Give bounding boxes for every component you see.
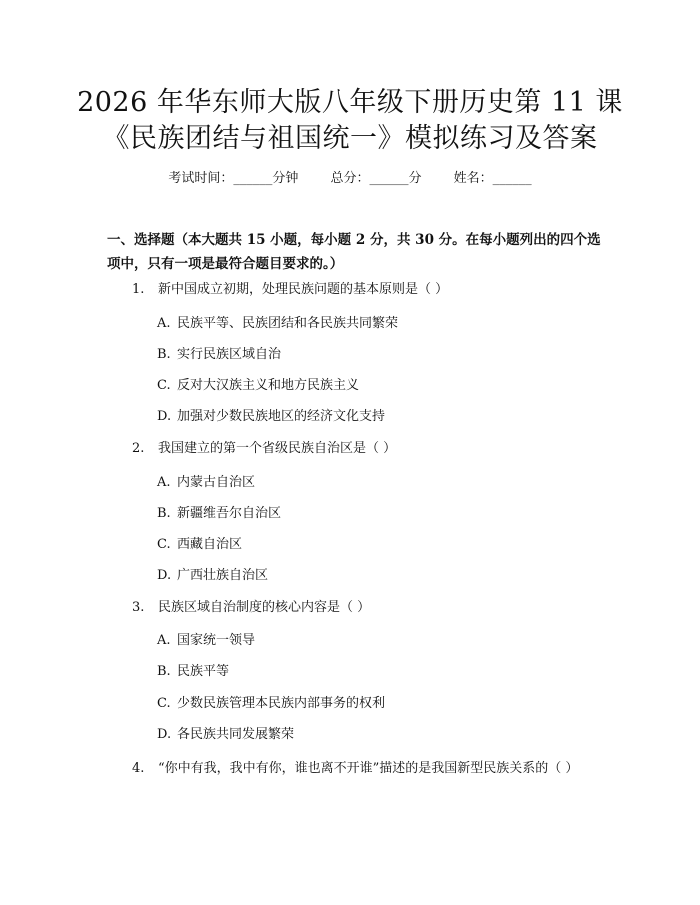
option-text: 少数民族管理本民族内部事务的权利 bbox=[177, 696, 386, 711]
question-2-option-c bbox=[157, 535, 242, 555]
option-text: 国家统一领导 bbox=[177, 633, 256, 648]
option-text: 西藏自治区 bbox=[177, 537, 243, 552]
question-2-option-a bbox=[157, 473, 255, 493]
exam-title-line2: 《民族团结与祖国统一》模拟练习及答案 bbox=[102, 123, 598, 154]
option-letter: A. bbox=[157, 316, 171, 331]
exam-name-field: 姓名：______ bbox=[453, 171, 532, 186]
question-number: 3. bbox=[132, 600, 145, 615]
question-number: 2. bbox=[132, 441, 145, 456]
question-text: 民族区域自治制度的核心内容是（ ） bbox=[158, 600, 371, 615]
option-letter: B. bbox=[157, 664, 171, 679]
question-4 bbox=[107, 758, 602, 780]
question-number: 4. bbox=[132, 761, 145, 776]
option-letter: B. bbox=[157, 506, 171, 521]
option-text: 反对大汉族主义和地方民族主义 bbox=[177, 378, 360, 393]
question-3-option-c bbox=[157, 694, 385, 714]
exam-score-field: 总分：______分 bbox=[330, 171, 422, 186]
exam-title-line1: 2026 年华东师大版八年级下册历史第 11 课 bbox=[77, 87, 623, 118]
question-text: “你中有我，我中有你，谁也离不开谁”描述的是我国新型民族关系的（ ） bbox=[158, 761, 579, 776]
option-text: 民族平等 bbox=[177, 664, 230, 679]
exam-time-field: 考试时间：______分钟 bbox=[168, 171, 299, 186]
option-letter: D. bbox=[157, 727, 172, 742]
question-2-option-b bbox=[157, 504, 281, 524]
option-text: 加强对少数民族地区的经济文化支持 bbox=[177, 409, 386, 424]
option-text: 内蒙古自治区 bbox=[177, 475, 256, 490]
question-3-option-a bbox=[157, 631, 255, 651]
question-3-option-b bbox=[157, 662, 229, 682]
option-letter: A. bbox=[157, 633, 171, 648]
question-2 bbox=[107, 438, 602, 460]
option-letter: B. bbox=[157, 347, 171, 362]
option-letter: C. bbox=[157, 537, 171, 552]
question-text: 我国建立的第一个省级民族自治区是（ ） bbox=[158, 441, 397, 456]
option-text: 各民族共同发展繁荣 bbox=[177, 727, 295, 742]
option-letter: C. bbox=[157, 378, 171, 393]
question-text: 新中国成立初期，处理民族问题的基本原则是（ ） bbox=[158, 282, 449, 297]
option-text: 广西壮族自治区 bbox=[177, 568, 269, 583]
exam-meta bbox=[0, 170, 700, 188]
question-1-option-b bbox=[157, 345, 281, 365]
option-letter: C. bbox=[157, 696, 171, 711]
question-1-option-c bbox=[157, 376, 359, 396]
question-1 bbox=[107, 279, 602, 301]
question-1-option-a bbox=[157, 314, 398, 334]
option-letter: A. bbox=[157, 475, 171, 490]
option-text: 新疆维吾尔自治区 bbox=[177, 506, 282, 521]
option-letter: D. bbox=[157, 409, 172, 424]
question-3-option-d bbox=[157, 725, 294, 745]
question-3 bbox=[107, 597, 602, 619]
option-letter: D. bbox=[157, 568, 172, 583]
section-heading: 一、选择题（本大题共 15 小题，每小题 2 分，共 30 分。在每小题列出的四个选项中，只有一项是最符合题目要求的。） bbox=[107, 232, 601, 272]
option-text: 民族平等、民族团结和各民族共同繁荣 bbox=[177, 316, 399, 331]
option-text: 实行民族区域自治 bbox=[177, 347, 282, 362]
question-2-option-d bbox=[157, 566, 268, 586]
question-1-option-d bbox=[157, 407, 385, 427]
question-number: 1. bbox=[132, 282, 145, 297]
